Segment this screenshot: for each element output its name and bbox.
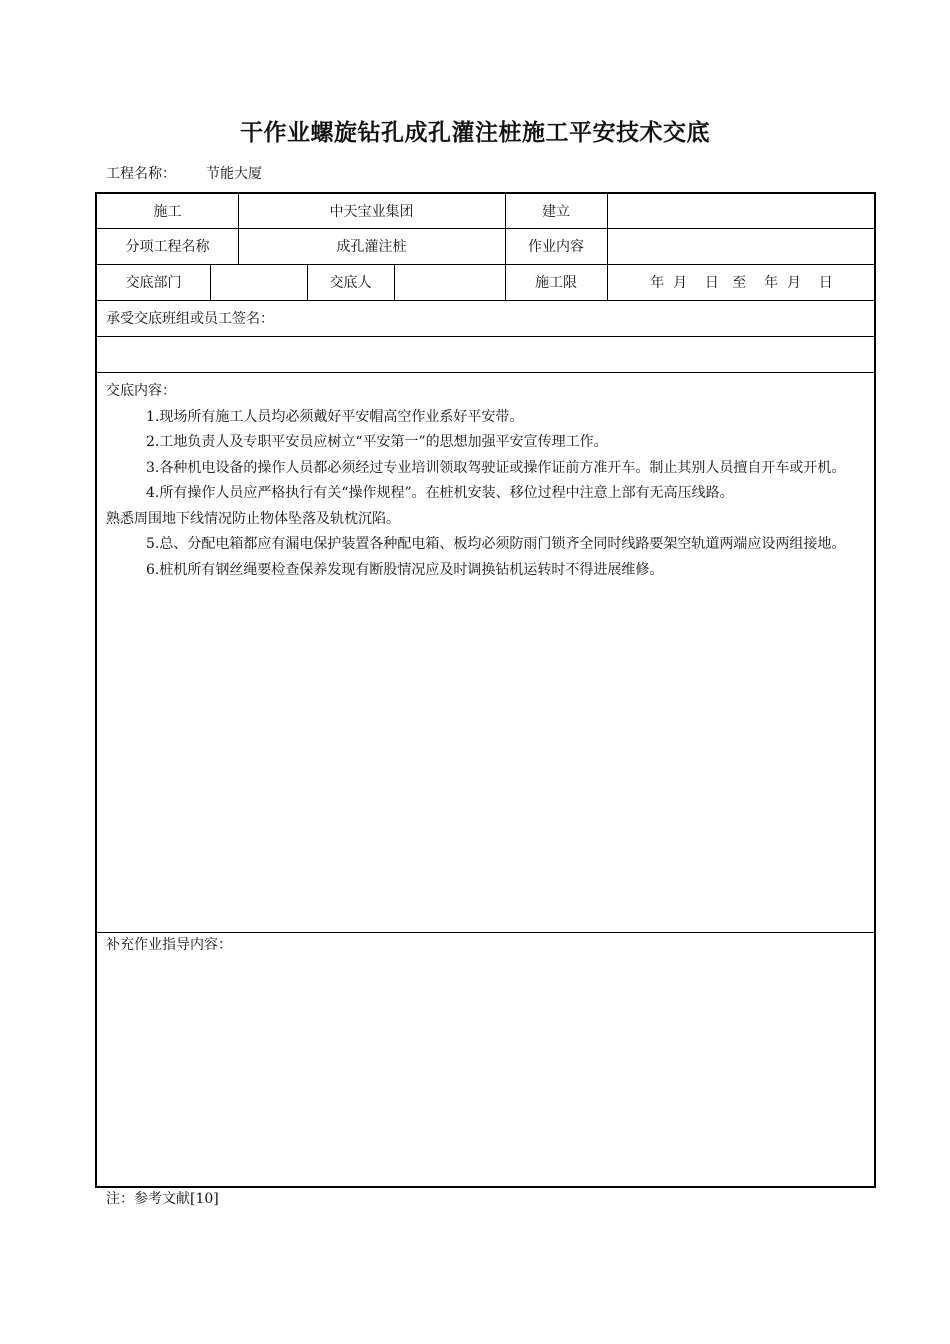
signature-label: 承受交底班组或员工签名： (106, 311, 274, 327)
content-item: 5.总、分配电箱都应有漏电保护装置各种配电箱、板均必须防雨门锁齐全同时线路要架空轨道两端应设两组接地。 (146, 536, 846, 552)
work-content-label: 作业内容 (528, 239, 584, 255)
row-divider (97, 336, 874, 337)
build-value (607, 194, 876, 228)
work-content-value (607, 228, 876, 264)
row-divider (97, 932, 874, 933)
content-item: 1.现场所有施工人员均必须戴好平安帽高空作业系好平安带。 (146, 408, 524, 425)
construction-company: 中天宝业集团 (329, 204, 414, 220)
project-name-label: 工程名称： (106, 166, 176, 182)
construction-period-value: 年 月 日 至 年 月 日 (650, 275, 833, 291)
subproject-name-label: 分项工程名称 (125, 239, 210, 255)
row-divider (97, 300, 874, 301)
project-name-value: 节能大厦 (206, 166, 262, 182)
project-name-line (106, 163, 262, 183)
content-item: 2.工地负责人及专职平安员应树立“平安第一”的思想加强平安宣传理工作。 (146, 434, 608, 450)
content-item: 熟悉周围地下线情况防止物体坠落及轨枕沉陷。 (106, 510, 400, 527)
subproject-name-value: 成孔灌注桩 (336, 239, 407, 255)
construction-label: 施工 (153, 204, 182, 220)
disclosure-dept-label: 交底部门 (125, 275, 182, 291)
disclosure-dept-value (210, 264, 307, 300)
supplement-label: 补充作业指导内容： (106, 937, 232, 953)
row-divider (97, 372, 874, 373)
document-title: 干作业螺旋钻孔成孔灌注桩施工平安技术交底 (240, 119, 710, 146)
discloser-value (394, 264, 505, 300)
disclosure-form-table (95, 192, 876, 1188)
construction-period-label: 施工限 (535, 275, 577, 291)
content-item: 4.所有操作人员应严格执行有关“操作规程”。在桩机安装、移位过程中注意上部有无高压线路。 (146, 485, 734, 501)
footnote: 注：参考文献[10] (106, 1191, 219, 1207)
disclosure-content (106, 379, 866, 583)
discloser-label: 交底人 (329, 275, 372, 291)
build-label: 建立 (542, 204, 570, 220)
content-item: 3.各种机电设备的操作人员都必须经过专业培训领取驾驶证或操作证前方准开车。制止其别人员擅自开车或开机。 (146, 459, 846, 476)
content-item: 6.桩机所有钢丝绳要检查保养发现有断股情况应及时调换钻机运转时不得进展维修。 (146, 561, 664, 578)
content-label: 交底内容： (106, 383, 176, 399)
